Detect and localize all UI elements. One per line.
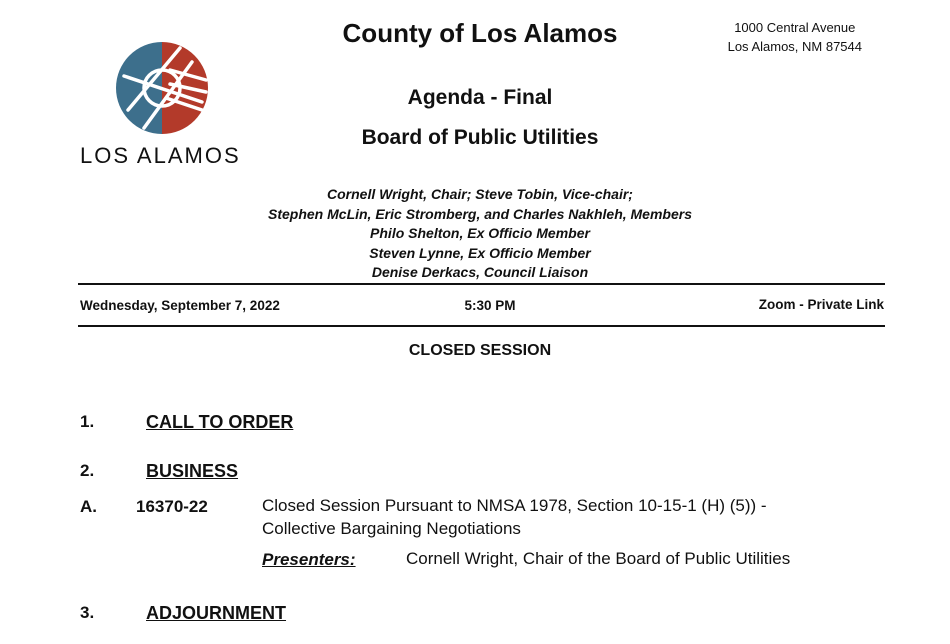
section-number: 1.: [80, 412, 95, 431]
section-title-call-to-order: CALL TO ORDER: [146, 412, 294, 432]
description-line-2: Collective Bargaining Negotiations: [262, 519, 521, 538]
description-line-1: Closed Session Pursuant to NMSA 1978, Section 10-15-1 (H) (5)) -: [262, 496, 767, 515]
logo-wordmark: LOS ALAMOS: [80, 143, 241, 168]
board-members: [160, 185, 800, 283]
business-item-id: 16370-22: [136, 497, 208, 516]
board-title: Board of Public Utilities: [361, 126, 599, 149]
members-line: Philo Shelton, Ex Officio Member: [370, 225, 590, 241]
presenters-label: Presenters:: [262, 550, 356, 569]
section-title-adjournment: ADJOURNMENT: [146, 603, 287, 623]
session-heading: CLOSED SESSION: [408, 342, 552, 359]
county-title: County of Los Alamos: [342, 18, 618, 48]
members-line: Stephen McLin, Eric Stromberg, and Charles Nakhleh, Members: [268, 205, 692, 222]
meeting-time: 5:30 PM: [464, 298, 516, 313]
members-line: Steven Lynne, Ex Officio Member: [369, 244, 591, 261]
business-item-description: [262, 494, 862, 540]
members-line: Denise Derkacs, Council Liaison: [371, 264, 589, 280]
members-line: Cornell Wright, Chair; Steve Tobin, Vice-chair;: [327, 186, 633, 202]
divider-top: [78, 283, 885, 285]
meeting-location: Zoom - Private Link: [758, 297, 884, 312]
meeting-date: Wednesday, September 7, 2022: [80, 298, 280, 313]
address-line-2: Los Alamos, NM 87544: [727, 39, 862, 54]
section-number: 3.: [80, 603, 95, 622]
section-number: 2.: [80, 461, 95, 480]
agenda-title: Agenda - Final: [407, 86, 553, 109]
presenters-value: Cornell Wright, Chair of the Board of Public Utilities: [406, 549, 791, 568]
business-item-letter: A.: [80, 497, 97, 516]
section-title-business: BUSINESS: [146, 461, 239, 481]
los-alamos-logo-icon: [114, 40, 210, 136]
address-line-1: 1000 Central Avenue: [734, 20, 856, 35]
county-logo: [80, 40, 250, 170]
divider-bottom: [78, 325, 885, 327]
county-address: [728, 18, 862, 56]
